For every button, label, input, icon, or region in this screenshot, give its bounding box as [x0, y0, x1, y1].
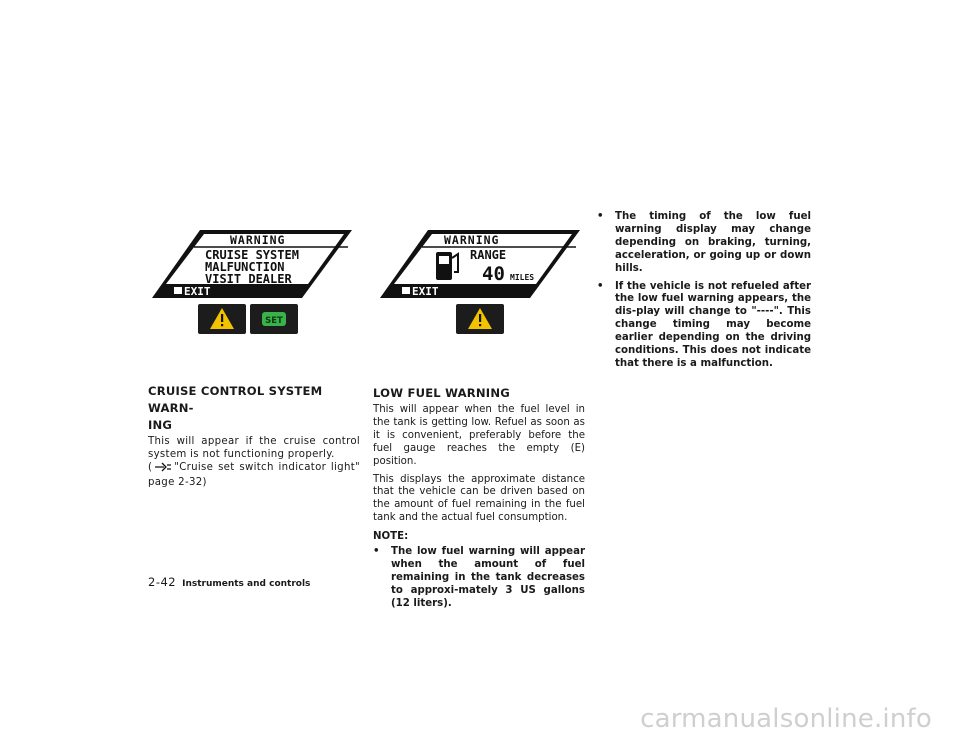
cruise-warning-title: WARNING	[230, 233, 286, 247]
set-indicator-icon	[250, 304, 298, 334]
fuel-bullet-1: • The low fuel warning will appear when the amount of fuel remaining in the tank decreases to approxi-mately 3 US gallons (12 liters).	[373, 546, 585, 609]
fuel-warning-title: WARNING	[444, 233, 500, 247]
fuel-warning-light-indicator	[456, 304, 504, 334]
cruise-exit-label: EXIT	[184, 285, 211, 298]
warning-triangle-icon	[198, 304, 246, 334]
fuel-para-1: This will appear when the fuel level in the tank is getting low. Refuel as soon as it is convenient, preferably before the fuel gauge reaches the empty (E) position.	[373, 404, 585, 467]
fuel-warning-display	[380, 228, 582, 300]
fuel-exit-label: EXIT	[412, 285, 439, 298]
warning-triangle-icon	[456, 304, 504, 334]
cruise-page-reference[interactable]: "Cruise set switch indicator light" page 2-32)	[148, 461, 360, 488]
fuel-range-value: 40	[482, 263, 505, 285]
cruise-body: This will appear if the cruise control system is not functioning properly. ( "Cruise set switch indicator light" page 2-32)	[148, 436, 360, 488]
fuel-section	[373, 385, 585, 616]
set-indicator-label: SET	[265, 316, 283, 326]
section-title: Instruments and controls	[182, 579, 311, 589]
cruise-line-1: CRUISE SYSTEM	[205, 248, 299, 262]
watermark: carmanualsonline.info	[640, 704, 932, 734]
fuel-para-2: This displays the approximate distance that the vehicle can be driven based on the amount of fuel remaining in the fuel tank and the actual fuel consumption.	[373, 473, 585, 524]
cruise-warning-display	[152, 228, 354, 300]
cruise-line-3: VISIT DEALER	[205, 272, 292, 286]
notes-continued	[597, 211, 811, 376]
cruise-set-indicator	[250, 304, 298, 334]
fuel-heading: LOW FUEL WARNING	[373, 386, 510, 400]
cruise-section	[148, 383, 360, 495]
page-number: 2-42	[148, 575, 177, 589]
fuel-bullet-2: • The timing of the low fuel warning display may change depending on braking, turning, acceleration, or going up or down hills.	[597, 211, 811, 274]
fuel-range-unit: MILES	[510, 273, 535, 282]
note-label: NOTE:	[373, 531, 409, 543]
cruise-line-2: MALFUNCTION	[205, 260, 285, 274]
page-footer	[148, 575, 310, 589]
fuel-range-label: RANGE	[470, 248, 507, 262]
warning-light-indicator	[198, 304, 246, 334]
page-reference-icon	[154, 462, 172, 477]
cruise-heading: CRUISE CONTROL SYSTEM WARN- ING	[148, 384, 323, 432]
fuel-bullet-3: • If the vehicle is not refueled after the low fuel warning appears, the dis-play will change to "----". This change timing may become earlier depending on the driving conditions. This does not indicate that there is a malfunction.	[597, 280, 811, 369]
